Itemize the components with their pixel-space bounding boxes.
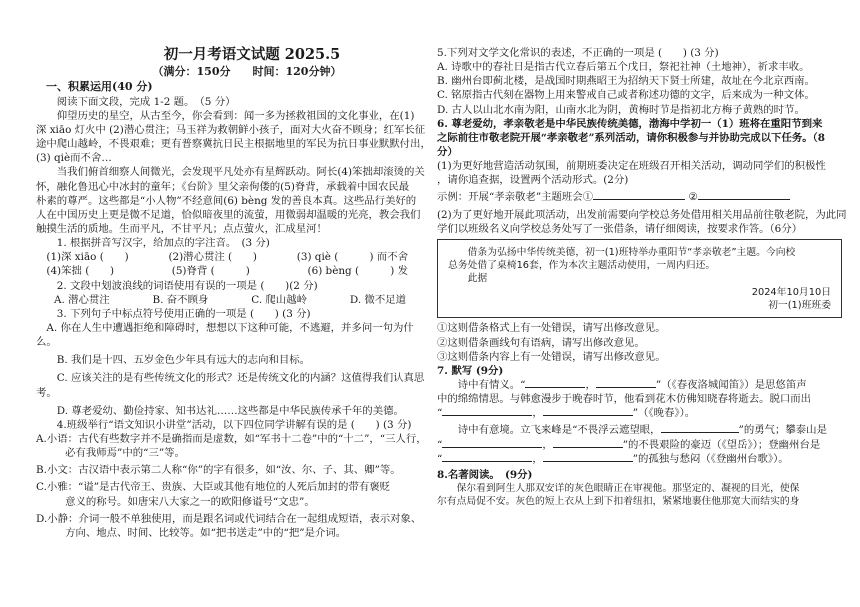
- question-2: 2. 文段中划波浪线的词语使用有误的一项是 ( )(2 分): [56, 279, 318, 292]
- q2-option-b[interactable]: B. 奋不顾身: [152, 293, 209, 306]
- q6-subtask-3: ③这则借条内容上有一处错误，请写出修改意见。: [437, 350, 666, 363]
- q4-option-a-cont: 必有我师焉”中的“三”等。: [65, 447, 185, 460]
- passage-line: 人在中国历史上更是微不足道，恰似暗夜里的流萤，用微弱却温暖的光亮，教会我们: [36, 208, 421, 221]
- q7-text: ，: [532, 452, 543, 465]
- q2-option-c[interactable]: C. 爬山越岭: [251, 293, 307, 306]
- q7-text: ”（《春夜洛城闻笛》）是思悠笛声: [655, 378, 807, 391]
- question-6-cont: 之际前往市敬老院开展“孝亲敬老”系列活动，请你积极参与并协助完成以下任务。（8: [437, 131, 826, 144]
- q5-option-a[interactable]: A. 诗歌中的春社日是指古代立春后第五个戊日，祭祀社神（土地神），祈求丰收。: [437, 61, 810, 74]
- q8-passage-line: 尔有点局促不安。灰色的短上衣从上到下扣着纽扣，紧紧地裹住他那宽大而结实的身: [437, 496, 800, 508]
- question-6: 6. 尊老爱幼，孝亲敬老是中华民族传统美德，渤海中学初一（1）班将在重阳节到来: [437, 117, 823, 130]
- passage-line: 深 xiāo 灯火中 (2)潜心贯注；马玉祥为救朝鲜小孩子，面对大火奋不顾身；红军长征: [36, 124, 426, 137]
- q7-text: ”的孤独与愁闷（《登幽州台歌》）。: [632, 452, 789, 465]
- q1-item[interactable]: (3) qiè ( ) 而不舍: [296, 251, 408, 264]
- note-closing: 此据: [467, 273, 488, 285]
- q7-line-2: 中的绵绵情思。与韩愈漫步于晚春时节，他看到花木仿佛知晓春将逝去。脱口而出: [437, 393, 812, 406]
- q1-row-1: [36, 250, 428, 264]
- passage-line: 朴素的尊严。这些都是“小人物”不经意间(6) bèng 发的善良本真。这些品行美好的: [36, 194, 417, 207]
- q3-option-c[interactable]: C. 应该关注的是有些传统文化的形式？还是传统文化的内涵？这值得我们认真思考。: [36, 372, 425, 399]
- q6-task-1: (1)为更好地营造活动氛围，前期班委决定在班级召开相关活动，调动同学们的积极性: [437, 160, 826, 173]
- question-5: 5.下列对文学文化常识的表述，不正确的一项是 ( ) (3 分): [437, 47, 719, 59]
- note-date: 2024年10月10日: [751, 286, 831, 298]
- q1-row-2: [36, 264, 428, 278]
- q7-text: “: [437, 438, 443, 451]
- q7-text: “: [437, 407, 443, 420]
- q7-line-1: 诗中有情义。“ ， ”（《春夜洛城闻笛》）是思悠笛声: [457, 378, 807, 391]
- q1-item[interactable]: (2)潜心贯注 ( ): [168, 251, 257, 264]
- note-signature: 初一(1)班班委: [768, 300, 831, 312]
- answer-blank-1[interactable]: [593, 190, 685, 200]
- question-1: 1. 根据拼音写汉字，给加点的字注音。 (3 分): [56, 237, 270, 250]
- q1-item[interactable]: (4)笨拙 ( ): [46, 265, 115, 278]
- question-8: 8.名著阅读。 (9分): [437, 468, 533, 481]
- question-7: 7. 默写 (9分): [437, 364, 504, 377]
- q6-example-label: 示例：开展“孝亲敬老”主题班会①: [437, 191, 594, 204]
- q7-text: ”（《晚春》）。: [632, 407, 696, 420]
- reading-intro: 阅读下面文段，完成 1-2 题。 （5 分）: [56, 95, 236, 108]
- q1-item[interactable]: (1)深 xiāo ( ): [46, 251, 129, 264]
- q3-option-a[interactable]: A. 你在人生中遭遇拒绝和障碍时，想想以下这种可能，不逃避，并多问一句为什么。: [36, 322, 414, 349]
- q7-line-3: [437, 406, 842, 420]
- q6-task-1-cont: ，请你追查据，设置两个活动形式。(2分): [437, 174, 629, 187]
- right-column: [437, 46, 847, 509]
- q6-example: [437, 190, 842, 204]
- passage-line: 当我们俯首细察人间微光，会发现平凡处亦有星辉跃动。阿长(4)笨拙却滚烫的关: [56, 166, 425, 179]
- left-column: [36, 46, 431, 540]
- q7-text: “: [437, 452, 443, 465]
- q7-line-5: “ ， ”的不畏艰险的豪迈（《望岳》）；登幽州台是: [437, 438, 821, 451]
- section-heading: 一、积累运用(40 分): [46, 79, 153, 93]
- q6-subtask-1: ①这则借条格式上有一处错误，请写出修改意见。: [437, 322, 666, 335]
- q2-options: [36, 293, 428, 307]
- exam-title: 初一月考语文试题 2025.5: [163, 46, 341, 63]
- q7-line-6: [437, 452, 842, 466]
- passage-line: 怀，融化鲁迅心中冰封的童年；《台阶》里父亲佝偻的(5)脊背，承载着中国农民最: [36, 180, 410, 193]
- q3-option-d[interactable]: D. 尊老爱幼、勤俭持家、知书达礼……这些都是中华民族传承千年的美德。: [56, 404, 404, 417]
- q1-item[interactable]: (6) bèng ( ) 发: [307, 265, 408, 278]
- question-6-cont: 分）: [437, 145, 458, 158]
- question-3: 3. 下列句子中标点符号使用正确的一项是 ( ) (3 分): [56, 307, 311, 320]
- answer-blank-2[interactable]: [698, 190, 790, 200]
- q7-text: ，: [532, 407, 543, 420]
- passage-line: 触摸生活的质地。生而平凡，不甘平凡；点点萤火，汇成星河！: [36, 223, 327, 236]
- q6-task-2: (2)为了更好地开展此项活动，出发前需要向学校总务处借用相关用品前往敬老院，为此同: [437, 208, 847, 221]
- q4-option-d[interactable]: D.小静：介词一般不单独使用，而是跟名词或代词结合在一起组成短语，表示对象、: [36, 512, 422, 525]
- exam-subtitle: （满分：150分 时间：120分钟）: [152, 64, 342, 78]
- q6-example-label-2: ②: [688, 191, 698, 204]
- q8-passage-line: 保尔看到阿生人那双安详的灰色眼睛正在审视他。那坚定的、凝视的目光，使保: [456, 482, 800, 494]
- answer-blank[interactable]: [553, 438, 623, 448]
- q4-option-c-cont: 意义的称号。如唐宋八大家之一的欧阳修谥号“文忠”。: [65, 495, 315, 508]
- answer-blank[interactable]: [442, 406, 532, 416]
- borrow-note: [437, 239, 842, 319]
- q7-text: 诗中有情义。“: [457, 378, 526, 391]
- q5-option-d[interactable]: D. 古人以山北水南为阳，山南水北为阴，黄梅时节是指初北方梅子黄熟的时节。: [437, 103, 805, 116]
- answer-blank[interactable]: [442, 452, 532, 462]
- q4-option-c[interactable]: C.小雅：“谥”是古代帝王、贵族、大臣或其他有地位的人死后加封的带有褒贬: [36, 481, 391, 494]
- answer-blank[interactable]: [661, 423, 739, 433]
- q7-line-4: [437, 423, 842, 437]
- passage-line: (3) qiè而不舍…: [36, 152, 112, 165]
- q6-subtask-2: ②这则借条画线句有语病，请写出修改意见。: [437, 336, 645, 349]
- answer-blank[interactable]: [543, 406, 633, 416]
- q5-option-c[interactable]: C. 铭原指古代刻在器物上用来警戒自己或者称述功德的文字，后来成为一种文体。: [437, 89, 815, 102]
- passage-line: 仰望历史的星空，从古至今，你会看到：闻一多为拯救祖国的文化事业，在(1): [56, 109, 415, 122]
- note-line: 借条为弘扬中华传统美德，初一(1)班特举办重阳节“孝亲敬老”主题。今向校: [467, 246, 796, 258]
- answer-blank[interactable]: [596, 378, 656, 388]
- q7-text: ”的不畏艰险的豪迈（《望岳》）；登幽州台是: [622, 438, 821, 451]
- q4-option-d-cont: 方向、地点、时间、比较等。如“把书送走”中的“把”是介词。: [65, 526, 347, 539]
- q3-option-b[interactable]: B. 我们是十四、五岁金色少年具有远大的志向和目标。: [56, 354, 311, 367]
- q6-task-2-cont: 学们以班级名义向学校总务处写了一张借条，请仔细阅读，按要求作答。（6分）: [437, 222, 803, 235]
- q4-option-a[interactable]: A.小语：古代有些数字并不是确指而是虚数，如“军书十二卷”中的“十二”，“三人行，: [36, 432, 427, 445]
- q2-option-a[interactable]: A. 潜心贯注: [54, 293, 110, 306]
- passage-line: 途中爬山越岭，不畏艰难；更有普察冀抗日民主根据地里的军民为抗日事业默默付出，: [36, 138, 431, 151]
- q7-text: ”的勇气；攀泰山是: [738, 424, 827, 437]
- q5-option-b[interactable]: B. 幽州台即蓟北楼，是战国时期燕昭王为招纳天下贤士所建，故址在今北京西南。: [437, 75, 815, 88]
- q1-item[interactable]: (5)脊背 ( ): [171, 265, 250, 278]
- question-4: 4.班级举行“语文知识小讲堂”活动，以下四位同学讲解有误的是 ( ) (3 分): [56, 418, 412, 431]
- answer-blank[interactable]: [543, 452, 633, 462]
- note-line: 总务处借了桌椅16套，作为本次主题活动使用，一周内归还。: [448, 260, 716, 272]
- answer-blank[interactable]: [442, 438, 542, 448]
- answer-blank[interactable]: [525, 378, 585, 388]
- q4-option-b[interactable]: B.小文：古汉语中表示第二人称“你”的字有很多，如“汝、尔、子、其、卿”等。: [36, 464, 401, 477]
- q2-option-d[interactable]: D. 微不足道: [349, 293, 406, 306]
- q7-text: 诗中有意境。立飞来峰是“不畏浮云遮望眼，: [457, 424, 661, 437]
